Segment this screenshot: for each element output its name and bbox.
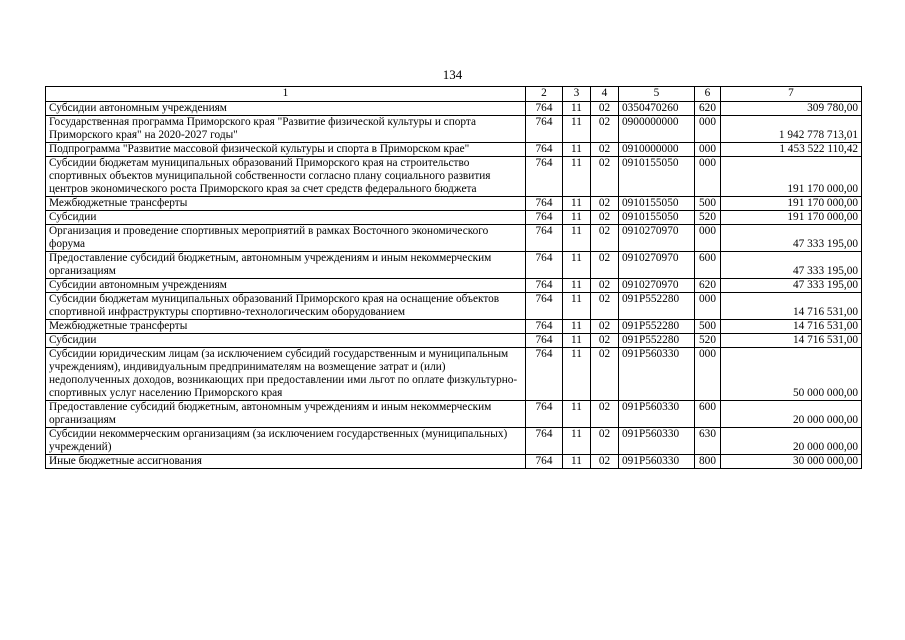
- row-pr: 02: [591, 279, 619, 293]
- row-rz: 11: [563, 252, 591, 279]
- row-gr: 764: [526, 279, 563, 293]
- row-pr: 02: [591, 401, 619, 428]
- row-pr: 02: [591, 157, 619, 197]
- table-row: [46, 252, 862, 279]
- row-csr: 0910270970: [619, 252, 695, 279]
- row-name: Государственная программа Приморского края "Развитие физической культуры и спорта Приморского края" на 2020-2027 годы": [46, 116, 526, 143]
- col-header-name: 1: [46, 87, 526, 102]
- row-rz: 11: [563, 102, 591, 116]
- row-csr: 091P560330: [619, 455, 695, 469]
- row-sum: 1 942 778 713,01: [721, 116, 862, 143]
- row-pr: 02: [591, 143, 619, 157]
- row-csr: 0900000000: [619, 116, 695, 143]
- row-name: Субсидии бюджетам муниципальных образований Приморского края на строительство спортивных объектов муниципальной собственности согласно плану социального развития центров экономического роста Приморского края за счет средств федерального бюджета: [46, 157, 526, 197]
- row-name: Субсидии некоммерческим организациям (за исключением государственных (муниципальных) учреждений): [46, 428, 526, 455]
- row-sum: 50 000 000,00: [721, 348, 862, 401]
- row-gr: 764: [526, 143, 563, 157]
- row-rz: 11: [563, 455, 591, 469]
- row-gr: 764: [526, 225, 563, 252]
- row-rz: 11: [563, 279, 591, 293]
- row-pr: 02: [591, 225, 619, 252]
- row-vr: 600: [695, 401, 721, 428]
- row-pr: 02: [591, 197, 619, 211]
- col-header-sum: 7: [721, 87, 862, 102]
- row-gr: 764: [526, 293, 563, 320]
- row-gr: 764: [526, 197, 563, 211]
- row-sum: 191 170 000,00: [721, 211, 862, 225]
- col-header-csr: 5: [619, 87, 695, 102]
- row-vr: 000: [695, 157, 721, 197]
- row-vr: 000: [695, 116, 721, 143]
- row-pr: 02: [591, 320, 619, 334]
- row-gr: 764: [526, 157, 563, 197]
- row-sum: 47 333 195,00: [721, 225, 862, 252]
- row-sum: 191 170 000,00: [721, 197, 862, 211]
- row-rz: 11: [563, 348, 591, 401]
- col-header-rz: 3: [563, 87, 591, 102]
- row-csr: 091P552280: [619, 293, 695, 320]
- row-pr: 02: [591, 348, 619, 401]
- row-rz: 11: [563, 428, 591, 455]
- row-pr: 02: [591, 455, 619, 469]
- row-name: Межбюджетные трансферты: [46, 320, 526, 334]
- row-pr: 02: [591, 211, 619, 225]
- row-vr: 000: [695, 143, 721, 157]
- row-rz: 11: [563, 197, 591, 211]
- row-rz: 11: [563, 293, 591, 320]
- row-pr: 02: [591, 334, 619, 348]
- row-name: Субсидии автономным учреждениям: [46, 102, 526, 116]
- row-rz: 11: [563, 211, 591, 225]
- row-sum: 20 000 000,00: [721, 401, 862, 428]
- row-sum: 30 000 000,00: [721, 455, 862, 469]
- row-vr: 600: [695, 252, 721, 279]
- row-sum: 20 000 000,00: [721, 428, 862, 455]
- row-pr: 02: [591, 102, 619, 116]
- col-header-vr: 6: [695, 87, 721, 102]
- row-csr: 091P560330: [619, 348, 695, 401]
- col-header-gr: 2: [526, 87, 563, 102]
- row-vr: 000: [695, 225, 721, 252]
- table-row: [46, 116, 862, 143]
- row-sum: 1 453 522 110,42: [721, 143, 862, 157]
- row-csr: 091P560330: [619, 428, 695, 455]
- row-vr: 800: [695, 455, 721, 469]
- table-row: [46, 334, 862, 348]
- row-vr: 520: [695, 334, 721, 348]
- table-row: [46, 320, 862, 334]
- row-rz: 11: [563, 116, 591, 143]
- row-rz: 11: [563, 157, 591, 197]
- row-name: Иные бюджетные ассигнования: [46, 455, 526, 469]
- row-name: Предоставление субсидий бюджетным, автономным учреждениям и иным некоммерческим организациям: [46, 252, 526, 279]
- row-vr: 000: [695, 348, 721, 401]
- row-rz: 11: [563, 334, 591, 348]
- table-row: [46, 102, 862, 116]
- row-name: Организация и проведение спортивных мероприятий в рамках Восточного экономического форума: [46, 225, 526, 252]
- row-gr: 764: [526, 348, 563, 401]
- row-rz: 11: [563, 225, 591, 252]
- row-csr: 091P552280: [619, 334, 695, 348]
- row-csr: 0910155050: [619, 197, 695, 211]
- row-sum: 191 170 000,00: [721, 157, 862, 197]
- row-sum: 309 780,00: [721, 102, 862, 116]
- row-name: Межбюджетные трансферты: [46, 197, 526, 211]
- row-pr: 02: [591, 116, 619, 143]
- row-pr: 02: [591, 428, 619, 455]
- row-sum: 47 333 195,00: [721, 279, 862, 293]
- row-gr: 764: [526, 334, 563, 348]
- row-rz: 11: [563, 143, 591, 157]
- header-row: [46, 87, 862, 102]
- row-name: Субсидии автономным учреждениям: [46, 279, 526, 293]
- row-gr: 764: [526, 211, 563, 225]
- row-vr: 500: [695, 197, 721, 211]
- row-sum: 47 333 195,00: [721, 252, 862, 279]
- row-vr: 000: [695, 293, 721, 320]
- budget-table: [45, 86, 862, 469]
- row-vr: 500: [695, 320, 721, 334]
- row-sum: 14 716 531,00: [721, 320, 862, 334]
- row-name: Субсидии юридическим лицам (за исключением субсидий государственным и муниципальным учреждениям), индивидуальным предпринимателям на возмещение затрат и (или) недополученных доходов, возникающих при предоставлении ими льгот по оплате физкультурно-спортивных услуг населению Приморского края: [46, 348, 526, 401]
- row-vr: 620: [695, 279, 721, 293]
- row-name: Субсидии: [46, 334, 526, 348]
- table-row: [46, 455, 862, 469]
- row-gr: 764: [526, 116, 563, 143]
- row-rz: 11: [563, 401, 591, 428]
- row-csr: 091P560330: [619, 401, 695, 428]
- row-sum: 14 716 531,00: [721, 293, 862, 320]
- row-csr: 0910270970: [619, 279, 695, 293]
- row-sum: 14 716 531,00: [721, 334, 862, 348]
- row-gr: 764: [526, 252, 563, 279]
- table-row: [46, 225, 862, 252]
- row-pr: 02: [591, 293, 619, 320]
- row-gr: 764: [526, 455, 563, 469]
- row-gr: 764: [526, 401, 563, 428]
- row-csr: 0350470260: [619, 102, 695, 116]
- row-vr: 520: [695, 211, 721, 225]
- row-csr: 0910155050: [619, 157, 695, 197]
- row-rz: 11: [563, 320, 591, 334]
- table-row: [46, 348, 862, 401]
- row-name: Подпрограмма "Развитие массовой физической культуры и спорта в Приморском крае": [46, 143, 526, 157]
- table-row: [46, 211, 862, 225]
- col-header-pr: 4: [591, 87, 619, 102]
- row-gr: 764: [526, 320, 563, 334]
- row-csr: 091P552280: [619, 320, 695, 334]
- row-name: Субсидии: [46, 211, 526, 225]
- table-row: [46, 428, 862, 455]
- table-row: [46, 401, 862, 428]
- row-name: Предоставление субсидий бюджетным, автономным учреждениям и иным некоммерческим организациям: [46, 401, 526, 428]
- row-csr: 0910155050: [619, 211, 695, 225]
- row-csr: 0910000000: [619, 143, 695, 157]
- table-row: [46, 279, 862, 293]
- row-name: Субсидии бюджетам муниципальных образований Приморского края на оснащение объектов спортивной инфраструктуры спортивно-технологическим оборудованием: [46, 293, 526, 320]
- row-vr: 630: [695, 428, 721, 455]
- row-pr: 02: [591, 252, 619, 279]
- table-row: [46, 197, 862, 211]
- table-row: [46, 143, 862, 157]
- table-row: [46, 157, 862, 197]
- table-row: [46, 293, 862, 320]
- row-gr: 764: [526, 102, 563, 116]
- row-vr: 620: [695, 102, 721, 116]
- page-number: 134: [442, 67, 463, 82]
- row-csr: 0910270970: [619, 225, 695, 252]
- row-gr: 764: [526, 428, 563, 455]
